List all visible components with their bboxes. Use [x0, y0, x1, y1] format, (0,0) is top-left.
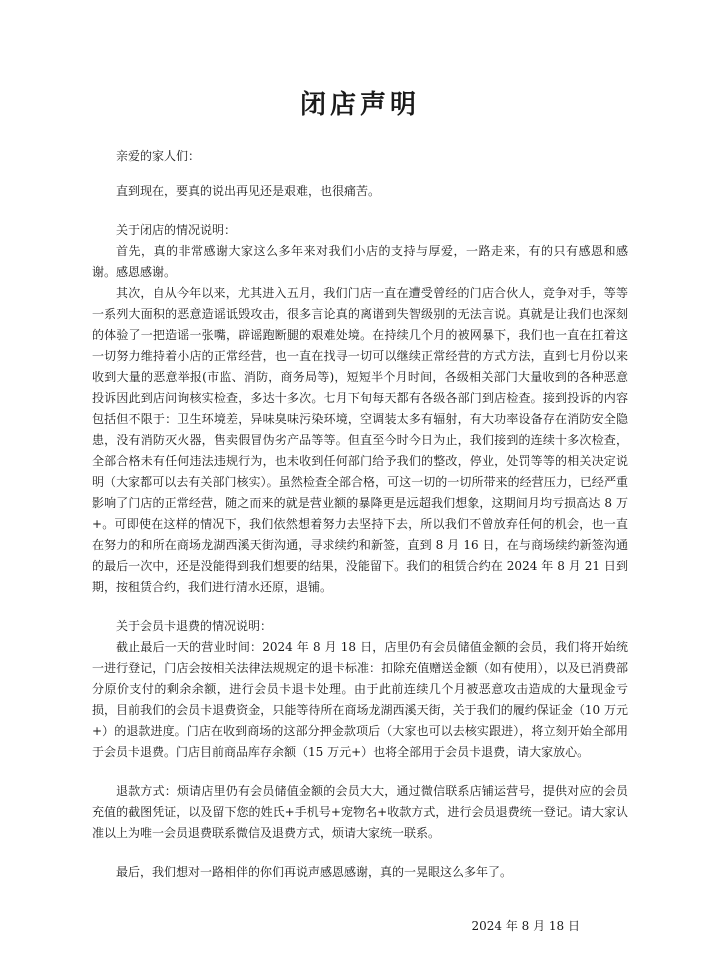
closure-paragraph-thanks: 首先，真的非常感谢大家这么多年来对我们小店的支持与厚爱，一路走来，有的只有感恩和感谢。感恩感谢。 [92, 244, 628, 279]
closing-paragraph: 最后，我们想对一路相伴的你们再说声感恩感谢，真的一晃眼这么多年了。 [116, 865, 513, 879]
page-title: 闭店声明 [299, 90, 420, 120]
opening-paragraph: 直到现在，要真的说出再见还是艰难，也很痛苦。 [116, 184, 381, 198]
statement-date: 2024 年 8 月 18 日 [471, 919, 580, 933]
membership-section-heading: 关于会员卡退费的情况说明： [116, 619, 273, 633]
greeting: 亲爱的家人们： [116, 149, 201, 163]
refund-method-paragraph: 退款方式：烦请店里仍有会员储值金额的会员大大，通过微信联系店铺运营号，提供对应的会员充值的截图凭证，以及留下您的姓氏+手机号+宠物名+收款方式，进行会员退费统一登记。请大家认准以上为唯一会员退费联系微信及退费方式，烦请大家统一联系。 [92, 784, 628, 840]
closure-section-heading: 关于闭店的情况说明： [116, 223, 237, 237]
closure-paragraph-details: 其次，自从今年以来，尤其进入五月，我们门店一直在遭受曾经的门店合伙人，竞争对手，等等一系列大面积的恶意造谣诋毁攻击，很多言论真的离谱到失智级别的无法言说。真就是让我们也深刻的体验了一把造谣一张嘴，辟谣跑断腿的艰难处境。在持续几个月的被网暴下，我们也一直在扛着这一切努力维持着小店的正常经营，也一直在找寻一切可以继续正常经营的方式方法，直到七月份以来收到大量的恶意举报(市监、消防，商务局等)，短短半个月时间，各级相关部门大量收到的各种恶意投诉因此到店问询核实检查，多达十多次。七月下旬每天都有各级各部门到店检查。接到投诉的内容包括但不限于：卫生环境差，异味臭味污染环境，空调装太多有辐射，有大功率设备存在消防安全隐患，没有消防灭火器，售卖假冒伪劣产品等等。但直至今时今日为止，我们接到的连续十多次检查，全部合格未有任何违法违规行为，也未收到任何部门给予我们的整改，停业，处罚等等的相关决定说明（大家都可以去有关部门核实）。虽然检查全部合格，可这一切的一切所带来的经营压力，已经严重影响了门店的正常经营，随之而来的就是营业额的暴降更是远超我们想象，这期间月均亏损高达 8 万+。可即使在这样的情况下，我们依然想着努力去坚持下去，所以我们不曾放弃任何的机会，也一直在努力的和所在商场龙湖西溪天街沟通，寻求续约和新签，直到 8 月 16 日，在与商场续约新签沟通的最后一次中，还是没能得到我们想要的结果，没能留下。我们的租赁合约在 2024 年 8 月 21 日到期，按租赁合约，我们进行清水还原，退铺。 [92, 286, 628, 594]
membership-refund-paragraph: 截止最后一天的营业时间：2024 年 8 月 18 日，店里仍有会员储值金额的会员，我们将开始统一进行登记，门店会按相关法律法规规定的退卡标准：扣除充值赠送金额（如有使用），以及已消费部分原价支付的剩余余额，进行会员卡退卡处理。由于此前连续几个月被恶意攻击造成的大量现金亏损，目前我们的会员卡退费资金，只能等待所在商场龙湖西溪天街，关于我们的履约保证金（10 万元+）的退款进度。门店在收到商场的这部分押金款项后（大家也可以去核实跟进），将立刻开始全部用于会员卡退费。门店目前商品库存余额（15 万元+）也将全部用于会员卡退费，请大家放心。 [92, 640, 628, 759]
